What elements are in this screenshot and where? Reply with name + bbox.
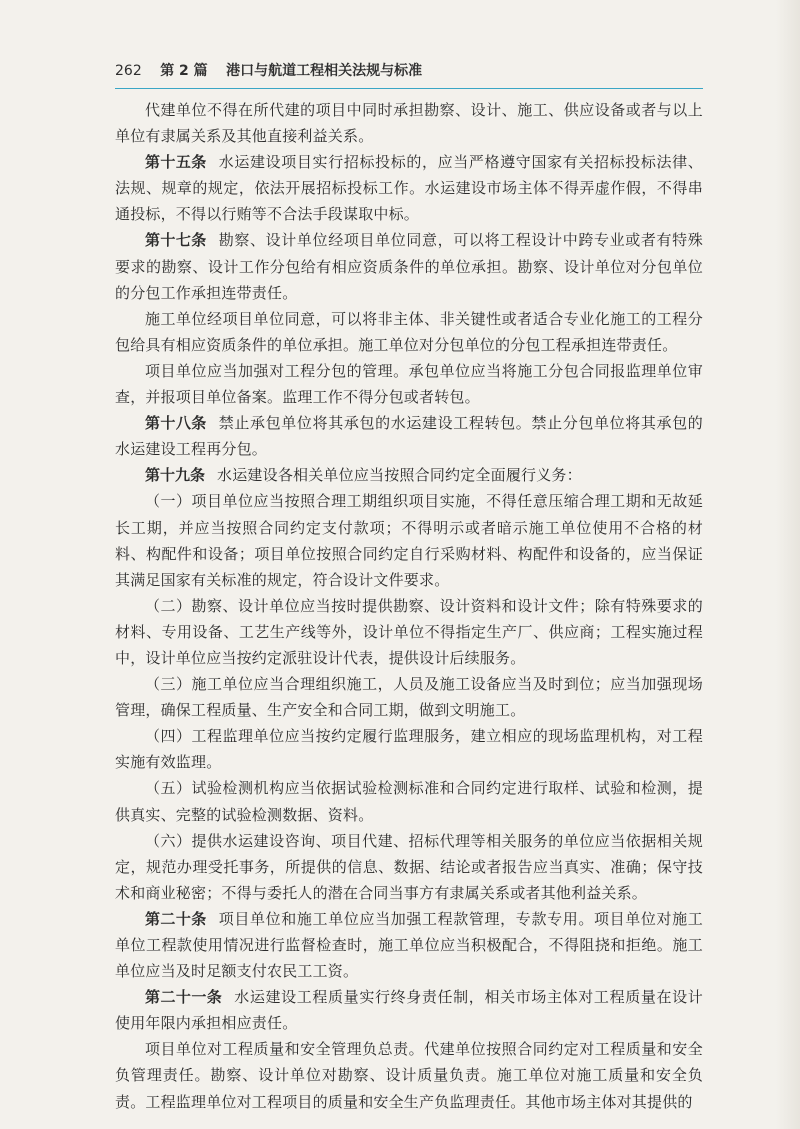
paragraph-text: 项目单位对工程质量和安全管理负总责。代建单位按照合同约定对工程质量和安全负管理责任。勘察、设计单位对勘察、设计质量负责。施工单位对施工质量和安全负责。工程监理单位对工程项目的质量和安全生产负监理责任。其他市场主体对其提供的 xyxy=(115,1040,703,1111)
paragraph-2 xyxy=(115,149,703,227)
article-number: 第二十条 xyxy=(145,909,207,928)
paragraph-text: 代建单位不得在所代建的项目中同时承担勘察、设计、施工、供应设备或者与以上单位有隶属关系及其他直接利益关系。 xyxy=(115,101,703,146)
paragraph-5 xyxy=(115,358,703,410)
paragraph-6 xyxy=(115,410,703,462)
page-body xyxy=(115,97,703,1115)
header-rule xyxy=(115,88,703,89)
paragraph-text: （一）项目单位应当按照合理工期组织项目实施，不得任意压缩合理工期和无故延长工期，并应当按照合同约定支付款项；不得明示或者暗示施工单位使用不合格的材料、构配件和设备；项目单位按照合同约定自行采购材料、构配件和设备的，应当保证其满足国家有关标准的规定，符合设计文件要求。 xyxy=(115,492,703,589)
paragraph-text: 施工单位经项目单位同意，可以将非主体、非关键性或者适合专业化施工的工程分包给具有相应资质条件的单位承担。施工单位对分包单位的分包工程承担连带责任。 xyxy=(115,309,703,354)
paragraph-4 xyxy=(115,306,703,358)
paragraph-text: （五）试验检测机构应当依据试验检测标准和合同约定进行取样、试验和检测，提供真实、完整的试验检测数据、资料。 xyxy=(115,779,703,824)
paragraph-text: 水运建设各相关单位应当按照合同约定全面履行义务： xyxy=(217,466,582,485)
paragraph-text: （二）勘察、设计单位应当按时提供勘察、设计资料和设计文件；除有特殊要求的材料、专用设备、工艺生产线等外，设计单位不得指定生产厂、供应商；工程实施过程中，设计单位应当按约定派驻设计代表，提供设计后续服务。 xyxy=(115,596,703,667)
paragraph-text: 勘察、设计单位经项目单位同意，可以将工程设计中跨专业或者有特殊要求的勘察、设计工作分包给有相应资质条件的单位承担。勘察、设计单位对分包单位的分包工作承担连带责任。 xyxy=(115,231,703,302)
paragraph-15 xyxy=(115,984,703,1036)
article-number: 第十九条 xyxy=(145,466,206,485)
paragraph-1 xyxy=(115,97,703,149)
running-header xyxy=(115,60,715,86)
part-label: 第 2 篇 xyxy=(160,63,208,79)
paragraph-14 xyxy=(115,906,703,984)
paragraph-text: 禁止承包单位将其承包的水运建设工程转包。禁止分包单位将其承包的水运建设工程再分包。 xyxy=(115,414,703,459)
article-number: 第十七条 xyxy=(145,231,207,250)
paragraph-text: 项目单位应当加强对工程分包的管理。承包单位应当将施工分包合同报监理单位审查，并报项目单位备案。监理工作不得分包或者转包。 xyxy=(115,361,703,407)
page-number: 262 xyxy=(115,63,142,79)
paragraph-9 xyxy=(115,593,703,671)
paragraph-3 xyxy=(115,227,703,305)
page-edge-shadow xyxy=(776,0,800,1129)
article-number: 第十五条 xyxy=(145,153,207,172)
paragraph-text: （三）施工单位应当合理组织施工，人员及施工设备应当及时到位；应当加强现场管理，确保工程质量、生产安全和合同工期，做到文明施工。 xyxy=(115,675,703,720)
article-number: 第十八条 xyxy=(145,414,207,433)
paragraph-11 xyxy=(115,723,703,775)
paragraph-text: （四）工程监理单位应当按约定履行监理服务，建立相应的现场监理机构，对工程实施有效监理。 xyxy=(115,727,703,772)
paragraph-text: （六）提供水运建设咨询、项目代建、招标代理等相关服务的单位应当依据相关规定，规范办理受托事务，所提供的信息、数据、结论或者报告应当真实、准确；保守技术和商业秘密；不得与委托人的潜在合同当事方有隶属关系或者其他利益关系。 xyxy=(115,831,703,902)
paragraph-12 xyxy=(115,775,703,827)
paragraph-text: 水运建设项目实行招标投标的，应当严格遵守国家有关招标投标法律、法规、规章的规定，依法开展招标投标工作。水运建设市场主体不得弄虚作假，不得串通投标，不得以行贿等不合法手段谋取中标。 xyxy=(115,153,703,224)
paragraph-8 xyxy=(115,488,703,592)
article-number: 第二十一条 xyxy=(145,988,223,1007)
paragraph-13 xyxy=(115,828,703,906)
paragraph-text: 水运建设工程质量实行终身责任制，相关市场主体对工程质量在设计使用年限内承担相应责任。 xyxy=(115,988,703,1033)
part-title: 港口与航道工程相关法规与标准 xyxy=(226,63,423,79)
paragraph-text: 项目单位和施工单位应当加强工程款管理，专款专用。项目单位对施工单位工程款使用情况进行监督检查时，施工单位应当积极配合，不得阻挠和拒绝。施工单位应当及时足额支付农民工工资。 xyxy=(115,909,703,981)
paragraph-10 xyxy=(115,671,703,723)
paragraph-7 xyxy=(115,462,703,488)
paragraph-16 xyxy=(115,1036,703,1114)
